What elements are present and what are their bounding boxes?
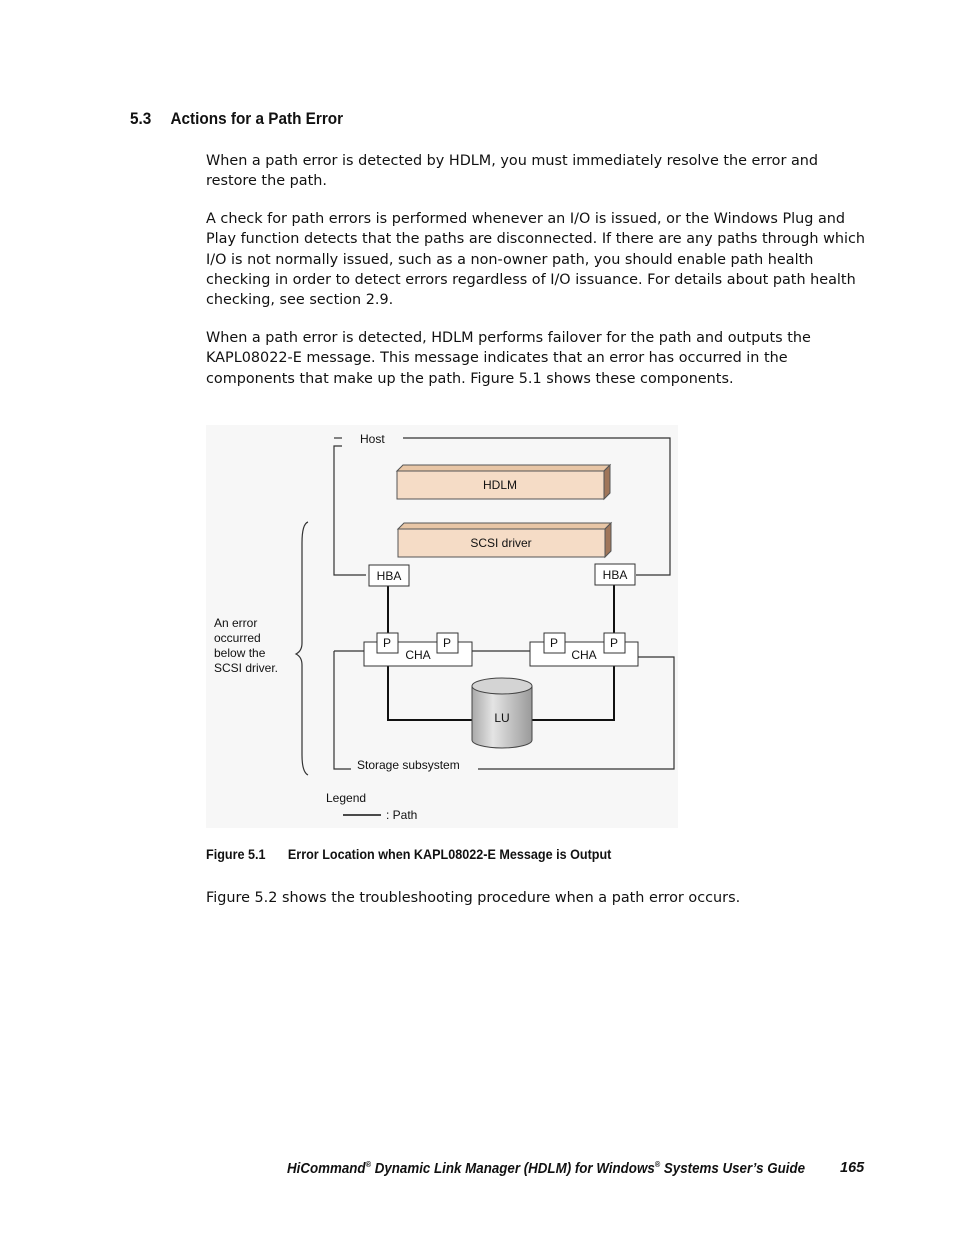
host-boundary [334, 446, 366, 575]
error-note-line: below the [214, 646, 266, 660]
page-number: 165 [840, 1160, 865, 1176]
footer-title [287, 1160, 805, 1177]
hba-left-label: HBA [376, 569, 402, 583]
section-number: 5.3 [130, 109, 152, 128]
figure-number: Figure 5.1 [206, 846, 266, 862]
paragraph-2: A check for path errors is performed whenever an I/O is issued, or the Windows Plug and Play function detects that the paths are disconnected. If there are any paths through which I/O is not normally issued, such as a non-owner path, you should enable path health checking in order to detect errors regardless of I/O issuance. For details about path health checking, see section 2.9. [206, 211, 866, 309]
host-label: Host [360, 432, 385, 446]
hba-right [595, 564, 635, 585]
cha-right [530, 633, 638, 666]
figure-caption-text: Error Location when KAPL08022-E Message is Output [287, 846, 612, 862]
section-heading [130, 109, 343, 129]
hdlm-label: HDLM [482, 478, 518, 492]
error-note-line: SCSI driver. [214, 661, 279, 675]
error-note-line: An error [214, 616, 258, 630]
footer-title-part: Dynamic Link Manager (HDLM) for Windows [371, 1160, 655, 1177]
cha-left-label: CHA [405, 648, 431, 662]
hba-left [369, 565, 409, 586]
legend-path-label: : Path [386, 808, 418, 822]
legend-title: Legend [326, 791, 367, 805]
brace-icon [296, 522, 308, 775]
port-label: P [609, 636, 619, 650]
path-error-diagram [206, 425, 678, 828]
scsi-driver-label: SCSI driver [470, 536, 532, 550]
hba-right-label: HBA [602, 568, 628, 582]
closing-paragraph: Figure 5.2 shows the troubleshooting procedure when a path error occurs. [206, 890, 741, 906]
storage-boundary [334, 651, 351, 769]
cha-left [364, 633, 472, 666]
port-label: P [442, 636, 452, 650]
lu-label: LU [494, 711, 510, 725]
paragraph-1: When a path error is detected by HDLM, you must immediately resolve the error and restore the path. [206, 153, 819, 190]
port-label: P [382, 636, 392, 650]
storage-label: Storage subsystem [357, 758, 460, 772]
figure-caption [206, 846, 611, 862]
error-note [214, 616, 278, 675]
port-label: P [549, 636, 559, 650]
error-note-line: occurred [214, 631, 261, 645]
scsi-driver-component [398, 523, 611, 557]
registered-mark: ® [365, 1160, 372, 1169]
hdlm-component [397, 465, 610, 499]
cha-right-label: CHA [571, 648, 597, 662]
lu-cylinder [472, 678, 532, 748]
paragraph-3: When a path error is detected, HDLM performs failover for the path and outputs the KAPL08022-E message. This message indicates that an error has occurred in the components that make up the path. Figure 5.1 shows these components. [206, 330, 811, 387]
footer-title-part: Systems User’s Guide [660, 1160, 806, 1177]
registered-mark: ® [654, 1160, 661, 1169]
section-title: Actions for a Path Error [170, 109, 344, 128]
footer-title-part: HiCommand [287, 1160, 366, 1177]
